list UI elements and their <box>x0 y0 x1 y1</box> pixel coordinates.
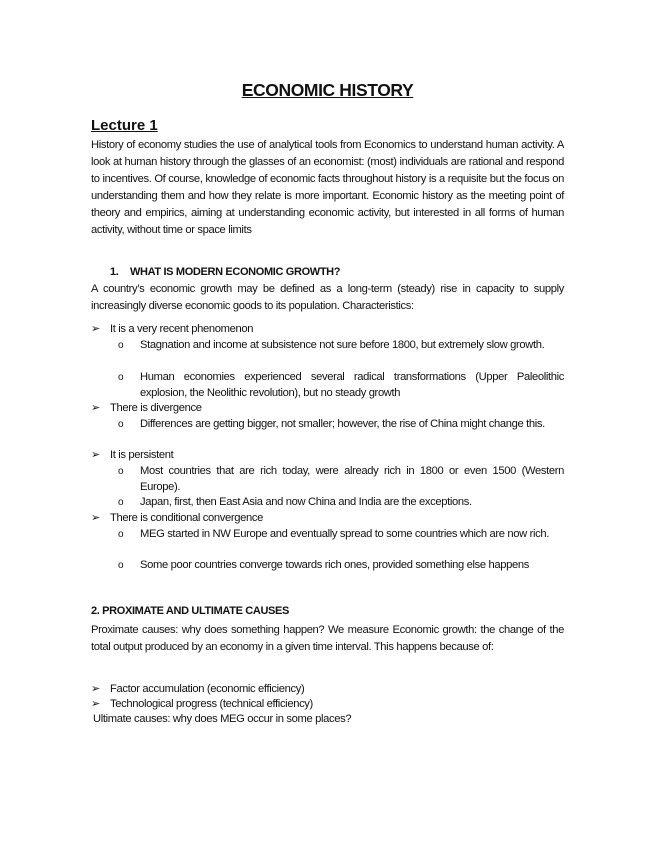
sub-list-item <box>118 527 564 543</box>
sub-bullet-text: MEG started in NW Europe and eventually spread to some countries which are now rich. <box>140 528 549 540</box>
bullet-text: Technological progress (technical efficiency) <box>110 698 313 710</box>
sub-list-item <box>118 338 564 354</box>
growth-definition: A country’s economic growth may be defined as a long-term (steady) rise in capacity to supply increasingly diverse economic goods to its population. Characteristics: <box>91 283 564 312</box>
section-1-heading <box>110 266 340 278</box>
bullet-text: It is a very recent phenomenon <box>110 323 254 335</box>
section-2-heading: 2. PROXIMATE AND ULTIMATE CAUSES <box>91 605 290 617</box>
circle-bullet-icon: o <box>118 560 124 571</box>
ultimate-causes-line: Ultimate causes: why does MEG occur in some places? <box>93 713 352 725</box>
circle-bullet-icon: o <box>118 466 124 477</box>
sub-bullet-text: Differences are getting bigger, not smaller; however, the rise of China might change this. <box>140 418 545 430</box>
sub-list-item <box>118 417 564 433</box>
circle-bullet-icon: o <box>118 372 124 383</box>
circle-bullet-icon: o <box>118 529 124 540</box>
arrow-bullet-icon: ➢ <box>91 323 100 335</box>
bullet-text: There is conditional convergence <box>110 512 263 524</box>
list-item <box>91 511 564 527</box>
document-title: ECONOMIC HISTORY <box>241 80 414 100</box>
bullet-text: Factor accumulation (economic efficiency) <box>110 683 305 695</box>
sub-list-item <box>118 370 564 401</box>
sub-list-item <box>118 464 564 495</box>
intro-paragraph: History of economy studies the use of analytical tools from Economics to understand human activity. A look at human history through the glasses of an economist: (most) individuals are rational and respond to incentives. Of course, knowledge of economic facts throughout history is a requisite but the focus on understanding them and how they relate is more important. Economic history as the meeting point of theory and empirics, aiming at understanding economic activity, but interested in all forms of human activity, without time or space limits <box>91 139 564 236</box>
sub-bullet-text: Human economies experienced several radical transformations (Upper Paleolithic explosion, the Neolithic revolution), but no steady growth <box>140 371 564 399</box>
arrow-bullet-icon: ➢ <box>91 402 100 414</box>
section-1-number: 1. <box>110 266 119 278</box>
lecture-heading: Lecture 1 <box>91 117 158 134</box>
sub-bullet-text: Some poor countries converge towards rich ones, provided something else happens <box>140 559 530 571</box>
circle-bullet-icon: o <box>118 340 124 351</box>
section-1-title: WHAT IS MODERN ECONOMIC GROWTH? <box>130 266 341 278</box>
sub-bullet-text: Japan, first, then East Asia and now China and India are the exceptions. <box>140 496 472 508</box>
list-item <box>91 448 564 464</box>
arrow-bullet-icon: ➢ <box>91 683 100 695</box>
sub-bullet-text: Most countries that are rich today, were already rich in 1800 or even 1500 (Western Europe). <box>140 465 564 493</box>
sub-list-item <box>118 558 564 574</box>
arrow-bullet-icon: ➢ <box>91 698 100 710</box>
arrow-bullet-icon: ➢ <box>91 449 100 461</box>
list-item <box>91 322 564 338</box>
sub-list-item <box>118 495 564 511</box>
circle-bullet-icon: o <box>118 497 124 508</box>
list-item <box>91 697 564 713</box>
bullet-text: It is persistent <box>110 449 174 461</box>
proximate-causes-paragraph: Proximate causes: why does something happen? We measure Economic growth: the change of the total output produced by an economy in a given time interval. This happens because of: <box>91 624 564 653</box>
list-item <box>91 401 564 417</box>
list-item <box>91 682 564 698</box>
sub-bullet-text: Stagnation and income at subsistence not sure before 1800, but extremely slow growth. <box>140 339 545 351</box>
circle-bullet-icon: o <box>118 419 124 430</box>
arrow-bullet-icon: ➢ <box>91 512 100 524</box>
bullet-text: There is divergence <box>110 402 202 414</box>
